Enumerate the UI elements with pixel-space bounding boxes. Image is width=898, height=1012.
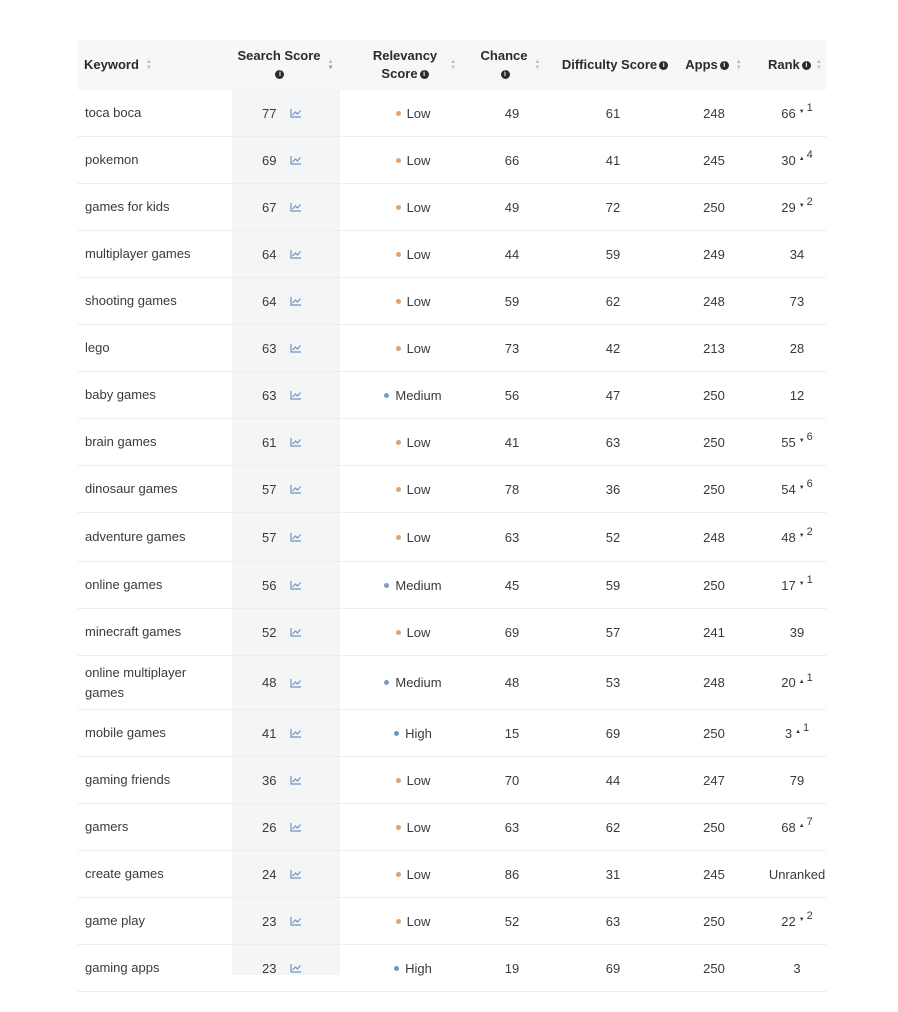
search-score-cell: 63 (262, 325, 322, 371)
chance-cell: 19 (504, 960, 520, 976)
apps-cell: 250 (703, 199, 725, 215)
chance-cell: 41 (504, 434, 520, 450)
difficulty-cell: 52 (605, 529, 621, 545)
chance-cell: 63 (504, 819, 520, 835)
difficulty-cell: 69 (605, 725, 621, 741)
relevancy-cell: Low (343, 609, 483, 655)
relevancy-dot-icon (396, 919, 401, 924)
relevancy-dot-icon (396, 535, 401, 540)
chance-cell: 15 (504, 725, 520, 741)
difficulty-cell: 36 (605, 481, 621, 497)
trend-chart-icon[interactable] (290, 155, 302, 165)
rank-cell: 3 ▲ 1 (784, 722, 810, 741)
table-row[interactable] (78, 945, 826, 992)
relevancy-dot-icon (396, 778, 401, 783)
chance-cell: 69 (504, 624, 520, 640)
trend-chart-icon[interactable] (290, 532, 302, 542)
search-score-cell: 64 (262, 278, 322, 324)
search-score-cell: 36 (262, 757, 322, 803)
apps-cell: 213 (703, 340, 725, 356)
rank-cell: 20 ▲ 1 (781, 671, 813, 690)
chance-cell: 86 (504, 866, 520, 882)
chance-cell: 70 (504, 772, 520, 788)
difficulty-cell: 44 (605, 772, 621, 788)
trend-chart-icon[interactable] (290, 343, 302, 353)
rank-up-arrow-icon: ▲ (798, 678, 805, 685)
header-rank[interactable]: Rank i ▲ ▼ (768, 57, 822, 72)
rank-down-arrow-icon: ▼ (798, 485, 805, 491)
difficulty-cell: 63 (605, 913, 621, 929)
difficulty-cell: 31 (605, 866, 621, 882)
rank-cell: 22 ▼ 2 (781, 910, 813, 929)
rank-cell: 39 (789, 624, 805, 640)
table-row[interactable] (78, 513, 826, 562)
chance-cell: 48 (504, 675, 520, 690)
table-row[interactable] (78, 609, 826, 656)
table-row[interactable] (78, 898, 826, 945)
trend-chart-icon[interactable] (290, 296, 302, 306)
relevancy-cell: Medium (343, 562, 483, 608)
sort-icon[interactable]: ▲ ▼ (735, 59, 742, 71)
rank-cell: 17 ▼ 1 (781, 574, 813, 593)
chance-cell: 63 (504, 529, 520, 545)
header-difficulty-score[interactable]: Difficulty Score i (560, 40, 670, 90)
table-row[interactable] (78, 184, 826, 231)
apps-cell: 250 (703, 481, 725, 497)
trend-chart-icon[interactable] (290, 775, 302, 785)
apps-cell: 250 (703, 387, 725, 403)
sort-icon[interactable]: ▲ ▼ (145, 59, 152, 71)
difficulty-cell: 63 (605, 434, 621, 450)
rank-cell: 48 ▼ 2 (781, 526, 813, 545)
apps-cell: 250 (703, 434, 725, 450)
header-search-score[interactable]: Search Score i ▲ ▼ (237, 48, 334, 79)
rank-down-arrow-icon: ▼ (798, 581, 805, 587)
table-row[interactable] (78, 710, 826, 757)
relevancy-cell: Low (343, 757, 483, 803)
table-row[interactable] (78, 757, 826, 804)
trend-chart-icon[interactable] (290, 678, 302, 688)
info-icon[interactable]: i (420, 70, 429, 79)
keyword-cell[interactable]: games for kids (85, 199, 170, 214)
keyword-cell[interactable]: game play (85, 913, 145, 928)
chance-cell: 78 (504, 481, 520, 497)
rank-cell: 30 ▲ 4 (781, 149, 813, 168)
info-icon[interactable]: i (275, 70, 284, 79)
chance-cell: 49 (504, 199, 520, 215)
relevancy-cell: Low (343, 513, 483, 561)
trend-chart-icon[interactable] (290, 822, 302, 832)
keyword-cell[interactable]: gamers (85, 819, 129, 834)
info-icon[interactable]: i (659, 61, 668, 70)
apps-cell: 250 (703, 577, 725, 593)
rank-down-arrow-icon: ▼ (798, 109, 805, 115)
relevancy-dot-icon (396, 487, 401, 492)
trend-chart-icon[interactable] (290, 916, 302, 926)
keyword-table (78, 40, 826, 992)
trend-chart-icon[interactable] (290, 963, 302, 973)
keyword-cell[interactable]: dinosaur games (85, 481, 178, 496)
difficulty-cell: 69 (605, 960, 621, 976)
chance-cell: 45 (504, 577, 520, 593)
apps-cell: 248 (703, 293, 725, 309)
keyword-cell[interactable]: online games (85, 577, 163, 592)
trend-chart-icon[interactable] (290, 390, 302, 400)
relevancy-dot-icon (384, 393, 389, 398)
search-score-cell: 23 (262, 945, 322, 991)
table-row[interactable] (78, 90, 826, 137)
table-row[interactable] (78, 851, 826, 898)
search-score-cell: 48 (262, 656, 322, 709)
apps-cell: 245 (703, 866, 725, 882)
relevancy-cell: High (343, 710, 483, 756)
header-relevancy-score[interactable]: Relevancy Score i ▲ ▼ (372, 48, 457, 81)
rank-cell: 55 ▼ 6 (781, 431, 813, 450)
search-score-cell: 61 (262, 419, 322, 465)
rank-cell: 29 ▼ 2 (781, 196, 813, 215)
search-score-cell: 64 (262, 231, 322, 277)
chance-cell: 73 (504, 340, 520, 356)
keyword-cell[interactable]: gaming apps (85, 960, 160, 975)
info-icon[interactable]: i (501, 70, 510, 79)
trend-chart-icon[interactable] (290, 728, 302, 738)
search-score-cell: 63 (262, 372, 322, 418)
relevancy-dot-icon (396, 825, 401, 830)
trend-chart-icon[interactable] (290, 108, 302, 118)
rank-cell: 3 (793, 960, 801, 976)
difficulty-cell: 59 (605, 577, 621, 593)
relevancy-dot-icon (394, 731, 399, 736)
header-keyword[interactable]: Keyword ▲ ▼ (84, 57, 152, 72)
difficulty-cell: 62 (605, 293, 621, 309)
search-score-cell: 56 (262, 562, 322, 608)
rank-up-arrow-icon: ▲ (798, 823, 805, 829)
rank-cell: 54 ▼ 6 (781, 478, 813, 497)
apps-cell: 248 (703, 105, 725, 121)
chance-cell: 59 (504, 293, 520, 309)
trend-chart-icon[interactable] (290, 202, 302, 212)
table-row[interactable] (78, 562, 826, 609)
rank-down-arrow-icon: ▼ (798, 533, 805, 539)
keyword-cell[interactable]: adventure games (85, 529, 186, 544)
apps-cell: 245 (703, 152, 725, 168)
keyword-cell[interactable]: pokemon (85, 152, 139, 167)
search-score-cell: 67 (262, 184, 322, 230)
keyword-cell[interactable]: minecraft games (85, 624, 182, 639)
keyword-cell[interactable]: lego (85, 340, 110, 355)
apps-cell: 248 (703, 529, 725, 545)
relevancy-cell: Low (343, 137, 483, 183)
header-apps[interactable]: Apps i ▲ ▼ (685, 57, 742, 72)
rank-cell: 34 (789, 246, 805, 262)
difficulty-cell: 59 (605, 246, 621, 262)
relevancy-cell: Low (343, 898, 483, 944)
info-icon[interactable]: i (720, 61, 729, 70)
difficulty-cell: 53 (605, 675, 621, 690)
relevancy-cell: Low (343, 804, 483, 850)
table-header (78, 40, 826, 90)
rank-up-arrow-icon: ▲ (795, 729, 802, 735)
relevancy-dot-icon (396, 346, 401, 351)
relevancy-dot-icon (394, 966, 399, 971)
keyword-cell[interactable]: toca boca (85, 105, 142, 120)
table-row[interactable] (78, 419, 826, 466)
search-score-cell: 52 (262, 609, 322, 655)
rank-cell: 66 ▼ 1 (781, 102, 813, 121)
chance-cell: 66 (504, 152, 520, 168)
sort-icon[interactable]: ▲ ▼ (534, 59, 541, 71)
rank-down-arrow-icon: ▼ (798, 917, 805, 923)
search-score-cell: 26 (262, 804, 322, 850)
rank-cell: Unranked (768, 866, 826, 882)
search-score-cell: 69 (262, 137, 322, 183)
apps-cell: 250 (703, 960, 725, 976)
rank-cell: 79 (789, 772, 805, 788)
relevancy-cell: Low (343, 90, 483, 136)
apps-cell: 241 (703, 624, 725, 640)
relevancy-dot-icon (396, 158, 401, 163)
relevancy-cell: Medium (343, 372, 483, 418)
relevancy-dot-icon (384, 583, 389, 588)
search-score-cell: 24 (262, 851, 322, 897)
difficulty-cell: 57 (605, 624, 621, 640)
rank-down-arrow-icon: ▼ (798, 438, 805, 444)
rank-cell: 68 ▲ 7 (781, 816, 813, 835)
relevancy-dot-icon (396, 252, 401, 257)
rank-cell: 12 (789, 387, 805, 403)
keyword-cell[interactable]: online multiplayer games (85, 664, 187, 700)
relevancy-dot-icon (396, 630, 401, 635)
relevancy-dot-icon (384, 680, 389, 685)
relevancy-cell: Low (343, 419, 483, 465)
trend-chart-icon[interactable] (290, 484, 302, 494)
relevancy-dot-icon (396, 205, 401, 210)
sort-icon[interactable]: ▲ ▼ (815, 59, 822, 71)
info-icon[interactable]: i (802, 61, 811, 70)
table-row[interactable] (78, 231, 826, 278)
sort-icon[interactable]: ▲ ▼ (327, 59, 334, 71)
keyword-cell[interactable]: gaming friends (85, 772, 171, 787)
apps-cell: 248 (703, 675, 725, 690)
table-row[interactable] (78, 137, 826, 184)
keyword-cell[interactable]: multiplayer games (85, 246, 191, 261)
trend-chart-icon[interactable] (290, 580, 302, 590)
keyword-cell[interactable]: brain games (85, 434, 157, 449)
keyword-cell[interactable]: baby games (85, 387, 156, 402)
header-chance[interactable]: Chance i ▲ ▼ (480, 48, 541, 79)
apps-cell: 247 (703, 772, 725, 788)
table-row[interactable] (78, 325, 826, 372)
relevancy-cell: Low (343, 466, 483, 512)
table-row[interactable] (78, 278, 826, 325)
chance-cell: 44 (504, 246, 520, 262)
trend-chart-icon[interactable] (290, 869, 302, 879)
table-row[interactable] (78, 656, 826, 710)
relevancy-cell: Low (343, 184, 483, 230)
rank-cell: 73 (789, 293, 805, 309)
search-score-cell: 57 (262, 513, 322, 561)
apps-cell: 250 (703, 913, 725, 929)
relevancy-dot-icon (396, 872, 401, 877)
trend-chart-icon[interactable] (290, 249, 302, 259)
relevancy-cell: High (343, 945, 483, 991)
rank-down-arrow-icon: ▼ (798, 203, 805, 209)
difficulty-cell: 62 (605, 819, 621, 835)
apps-cell: 250 (703, 725, 725, 741)
difficulty-cell: 47 (605, 387, 621, 403)
table-row[interactable] (78, 466, 826, 513)
relevancy-dot-icon (396, 440, 401, 445)
search-score-cell: 23 (262, 898, 322, 944)
difficulty-cell: 61 (605, 105, 621, 121)
search-score-cell: 41 (262, 710, 322, 756)
relevancy-cell: Low (343, 851, 483, 897)
difficulty-cell: 42 (605, 340, 621, 356)
relevancy-cell: Medium (343, 656, 483, 709)
relevancy-cell: Low (343, 278, 483, 324)
chance-cell: 56 (504, 387, 520, 403)
chance-cell: 49 (504, 105, 520, 121)
relevancy-dot-icon (396, 111, 401, 116)
trend-chart-icon[interactable] (290, 627, 302, 637)
keyword-cell[interactable]: create games (85, 866, 164, 881)
keyword-cell[interactable]: shooting games (85, 293, 177, 308)
keyword-cell[interactable]: mobile games (85, 725, 166, 740)
table-body (78, 90, 826, 992)
chance-cell: 52 (504, 913, 520, 929)
relevancy-cell: Low (343, 325, 483, 371)
trend-chart-icon[interactable] (290, 437, 302, 447)
difficulty-cell: 72 (605, 199, 621, 215)
relevancy-cell: Low (343, 231, 483, 277)
relevancy-dot-icon (396, 299, 401, 304)
table-row[interactable] (78, 804, 826, 851)
table-row[interactable] (78, 372, 826, 419)
rank-cell: 28 (789, 340, 805, 356)
difficulty-cell: 41 (605, 152, 621, 168)
search-score-cell: 57 (262, 466, 322, 512)
search-score-cell: 77 (262, 90, 322, 136)
rank-up-arrow-icon: ▲ (798, 156, 805, 162)
apps-cell: 249 (703, 246, 725, 262)
apps-cell: 250 (703, 819, 725, 835)
sort-icon[interactable]: ▲ ▼ (450, 59, 457, 71)
